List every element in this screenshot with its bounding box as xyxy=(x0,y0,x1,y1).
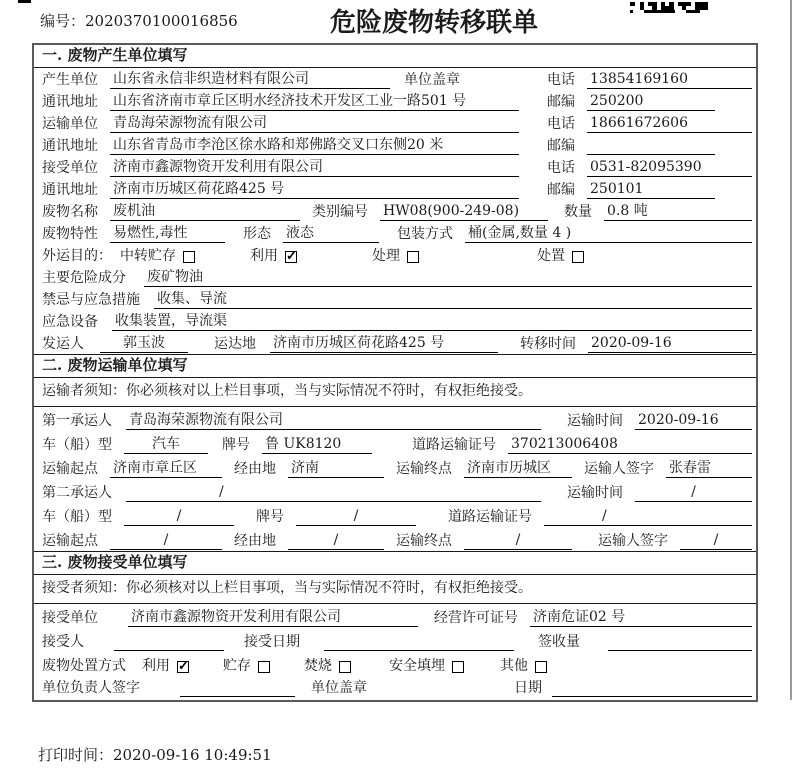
equipment-value: 收集装置，导流渠 xyxy=(112,313,752,331)
purpose-option-transfer-storage xyxy=(120,248,195,265)
vehicle1-value: 汽车 xyxy=(124,436,208,454)
transporter-unit-label: 运输单位 xyxy=(42,116,98,132)
origin2-value: / xyxy=(110,532,222,550)
packaging-value: 桶(金属,数量 4 ) xyxy=(465,225,752,243)
transporter-address-row xyxy=(34,134,756,156)
quantity-label: 数量 xyxy=(564,204,592,220)
producer-address-value: 山东省济南市章丘区明水经济技术开发区工业一路501 号 xyxy=(110,93,519,111)
transporter-address-value: 山东省青岛市李沧区徐水路和郑佛路交叉口东侧20 米 xyxy=(110,137,519,155)
vehicle2-label: 车（船）型 xyxy=(42,509,112,525)
road-permit2-label: 道路运输证号 xyxy=(448,509,532,525)
disposal-option-label: 安全填埋 xyxy=(389,658,445,674)
transfer-time-value: 2020-09-16 xyxy=(588,335,752,353)
producer-unit-value: 山东省永信非织造材料有限公司 xyxy=(110,71,390,89)
unit-stamp2-label: 单位盖章 xyxy=(311,680,367,696)
transporter-notice: 运输者须知：你必须核对以上栏目事项，当与实际情况不符时，有权拒绝接受。 xyxy=(34,378,756,407)
checkbox-disposal-store xyxy=(258,661,270,673)
manifest-number-label: 编号： xyxy=(40,12,86,30)
manifest-form xyxy=(32,43,758,702)
producer-address-row xyxy=(34,90,756,112)
carrier1-time-label: 运输时间 xyxy=(567,413,623,429)
print-time xyxy=(38,744,272,765)
disposal-option-store xyxy=(223,658,270,675)
hazard-component-row xyxy=(34,266,756,288)
checkbox-treat xyxy=(407,251,419,263)
receiver-address-value: 济南市历城区荷花路425 号 xyxy=(110,181,519,199)
recipient-row xyxy=(34,628,756,652)
via1-value: 济南 xyxy=(288,460,384,478)
purpose-option-dispose xyxy=(537,248,584,265)
shipper-row xyxy=(34,332,756,354)
recipient-value xyxy=(114,634,224,651)
producer-phone-value: 13854169160 xyxy=(587,71,752,89)
license-label: 经营许可证号 xyxy=(434,610,518,626)
checkbox-disposal-utilize xyxy=(177,661,189,673)
producer-phone-label: 电话 xyxy=(547,72,575,88)
taboo-measures-row xyxy=(34,288,756,310)
taboo-value: 收集、导流 xyxy=(154,291,752,309)
category-value: HW08(900-249-08) xyxy=(380,203,548,221)
hazard-value: 废矿物油 xyxy=(144,269,752,287)
section1-title: 一. 废物产生单位填写 xyxy=(34,45,756,68)
carrier2-label: 第二承运人 xyxy=(42,485,112,501)
vehicle1-label: 车（船）型 xyxy=(42,437,112,453)
purpose-option-utilize xyxy=(250,248,297,265)
form-state-label: 形态 xyxy=(243,226,271,242)
plate1-label: 牌号 xyxy=(222,437,250,453)
route2-row xyxy=(34,527,756,551)
purpose-option-treat xyxy=(372,248,419,265)
sign1-value: 张春雷 xyxy=(666,460,752,478)
origin2-label: 运输起点 xyxy=(42,533,98,549)
vehicle2-value: / xyxy=(124,508,234,526)
unit-stamp-label: 单位盖章 xyxy=(404,72,460,88)
manager-sign-row xyxy=(34,676,756,700)
disposal-method-row xyxy=(34,652,756,676)
manager-sign-value xyxy=(180,680,295,697)
emergency-equipment-row xyxy=(34,310,756,332)
section3-title: 三. 废物接受单位填写 xyxy=(34,551,756,575)
sign2-value: / xyxy=(680,532,752,550)
accept-unit-value: 济南市鑫源物资开发利用有限公司 xyxy=(128,609,418,627)
section2-title: 二. 废物运输单位填写 xyxy=(34,354,756,378)
destination-label: 运达地 xyxy=(214,336,256,352)
producer-zip-value: 250200 xyxy=(587,93,715,111)
carrier1-label: 第一承运人 xyxy=(42,413,112,429)
receiver-unit-row xyxy=(34,156,756,178)
route1-row xyxy=(34,455,756,479)
accept-unit-row xyxy=(34,604,756,628)
disposal-option-incinerate xyxy=(304,658,351,675)
producer-zip-label: 邮编 xyxy=(547,94,575,110)
waste-name-row xyxy=(34,200,756,222)
taboo-label: 禁忌与应急措施 xyxy=(42,292,140,308)
print-time-value: 2020-09-16 10:49:51 xyxy=(113,746,272,764)
transfer-time-label: 转移时间 xyxy=(520,336,576,352)
disposal-option-other xyxy=(500,658,547,675)
checkbox-disposal-landfill xyxy=(452,661,464,673)
disposal-option-label: 利用 xyxy=(142,658,170,674)
document-header xyxy=(0,0,796,42)
via1-label: 经由地 xyxy=(234,461,276,477)
vehicle2-row xyxy=(34,503,756,527)
producer-unit-row xyxy=(34,68,756,90)
receiver-notice: 接受者须知：你必须核对以上栏目事项，当与实际情况不符时，有权拒绝接受。 xyxy=(34,575,756,604)
end1-value: 济南市历城区 xyxy=(464,460,572,478)
receiver-zip-value: 250101 xyxy=(587,181,715,199)
producer-unit-label: 产生单位 xyxy=(42,72,98,88)
origin1-value: 济南市章丘区 xyxy=(110,460,222,478)
receiver-unit-label: 接受单位 xyxy=(42,160,98,176)
waste-name-value: 废机油 xyxy=(110,203,300,221)
license-value: 济南危证02 号 xyxy=(530,609,752,627)
purpose-option-label: 处置 xyxy=(537,248,565,264)
checkbox-disposal-other xyxy=(535,661,547,673)
disposal-option-utilize xyxy=(142,658,189,675)
road-permit2-value: / xyxy=(544,508,752,526)
shipper-label: 发运人 xyxy=(42,336,84,352)
shipper-value: 郭玉波 xyxy=(100,335,188,353)
plate2-value: / xyxy=(296,508,416,526)
producer-address-label: 通讯地址 xyxy=(42,94,98,110)
equipment-label: 应急设备 xyxy=(42,314,98,330)
purpose-label: 外运目的： xyxy=(42,248,112,264)
signed-amount-label: 签收量 xyxy=(538,634,580,650)
checkbox-disposal-incinerate xyxy=(339,661,351,673)
accept-unit-label: 接受单位 xyxy=(42,610,98,626)
road-permit1-label: 道路运输证号 xyxy=(412,437,496,453)
transporter-unit-value: 青岛海荣源物流有限公司 xyxy=(110,115,519,133)
end1-label: 运输终点 xyxy=(396,461,452,477)
waste-characteristics-row xyxy=(34,222,756,244)
transporter-zip-value xyxy=(587,138,715,155)
purpose-option-label: 处理 xyxy=(372,248,400,264)
date2-value xyxy=(552,680,752,697)
checkbox-dispose xyxy=(572,251,584,263)
transporter-phone-label: 电话 xyxy=(547,116,575,132)
transporter-zip-label: 邮编 xyxy=(547,138,575,154)
checkbox-utilize xyxy=(285,251,297,263)
destination-value: 济南市历城区荷花路425 号 xyxy=(270,335,498,353)
origin1-label: 运输起点 xyxy=(42,461,98,477)
checkbox-transfer-storage xyxy=(183,251,195,263)
end2-label: 运输终点 xyxy=(396,533,452,549)
disposal-option-label: 贮存 xyxy=(223,658,251,674)
receiver-address-row xyxy=(34,178,756,200)
receiver-phone-label: 电话 xyxy=(547,160,575,176)
waste-name-label: 废物名称 xyxy=(42,204,98,220)
page-edge-line xyxy=(790,0,792,700)
print-time-label: 打印时间： xyxy=(38,746,114,764)
purpose-option-label: 中转贮存 xyxy=(120,248,176,264)
disposal-option-label: 其他 xyxy=(500,658,528,674)
recipient-label: 接受人 xyxy=(42,634,84,650)
transporter-address-label: 通讯地址 xyxy=(42,138,98,154)
characteristics-value: 易燃性,毒性 xyxy=(110,225,225,243)
manifest-number-value: 2020370100016856 xyxy=(85,12,238,30)
carrier1-time-value: 2020-09-16 xyxy=(635,412,752,430)
signed-amount-value xyxy=(608,634,752,651)
characteristics-label: 废物特性 xyxy=(42,226,98,242)
disposal-label: 废物处置方式 xyxy=(42,658,126,674)
carrier1-row xyxy=(34,407,756,431)
manifest-number xyxy=(40,10,238,31)
form-state-value: 液态 xyxy=(283,225,379,243)
receiver-zip-label: 邮编 xyxy=(547,182,575,198)
sign1-label: 运输人签字 xyxy=(584,461,654,477)
receiver-unit-value: 济南市鑫源物资开发利用有限公司 xyxy=(110,159,519,177)
document-title: 危险废物转移联单 xyxy=(330,8,539,38)
sign2-label: 运输人签字 xyxy=(598,533,668,549)
receiver-address-label: 通讯地址 xyxy=(42,182,98,198)
transporter-unit-row xyxy=(34,112,756,134)
packaging-label: 包装方式 xyxy=(397,226,453,242)
receiver-phone-value: 0531-82095390 xyxy=(587,159,752,177)
accept-date-value xyxy=(324,634,514,651)
carrier2-time-label: 运输时间 xyxy=(567,485,623,501)
via2-value: / xyxy=(288,532,384,550)
quantity-value: 0.8 吨 xyxy=(604,203,752,221)
plate1-value: 鲁 UK8120 xyxy=(262,436,372,454)
vehicle1-row xyxy=(34,431,756,455)
via2-label: 经由地 xyxy=(234,533,276,549)
plate2-label: 牌号 xyxy=(256,509,284,525)
category-label: 类别编号 xyxy=(312,204,368,220)
disposal-option-label: 焚烧 xyxy=(304,658,332,674)
hazard-label: 主要危险成分 xyxy=(42,270,126,286)
end2-value: / xyxy=(464,532,572,550)
transport-purpose-row xyxy=(34,244,756,266)
date2-label: 日期 xyxy=(514,680,542,696)
road-permit1-value: 370213006408 xyxy=(508,436,752,454)
carrier2-time-value: / xyxy=(635,484,752,502)
carrier1-value: 青岛海荣源物流有限公司 xyxy=(126,412,541,430)
manager-sign-label: 单位负责人签字 xyxy=(42,680,140,696)
accept-date-label: 接受日期 xyxy=(244,634,300,650)
purpose-option-label: 利用 xyxy=(250,248,278,264)
transporter-phone-value: 18661672606 xyxy=(587,115,752,133)
carrier2-value: / xyxy=(126,484,541,502)
disposal-option-landfill xyxy=(389,658,464,675)
carrier2-row xyxy=(34,479,756,503)
